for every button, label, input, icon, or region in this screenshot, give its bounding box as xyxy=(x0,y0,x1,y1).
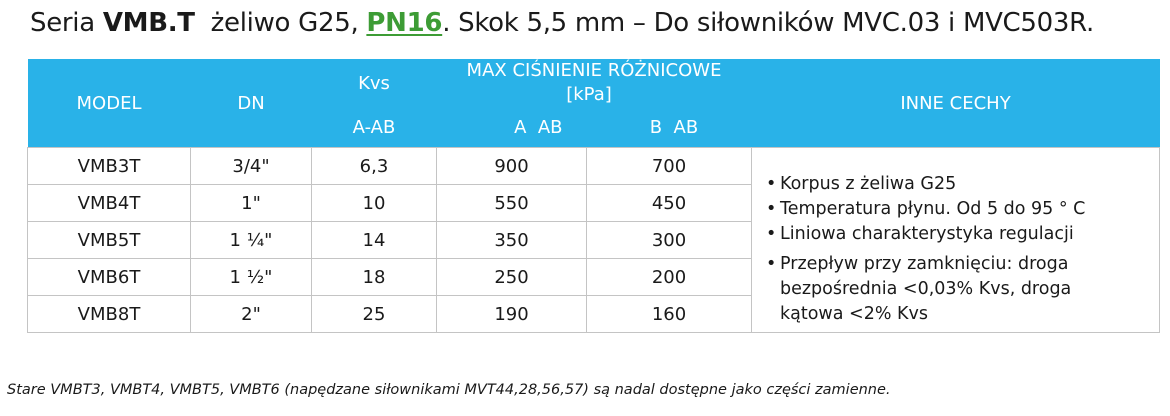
cell-model: VMB6T xyxy=(28,259,191,296)
header-dn: DN xyxy=(191,59,312,148)
feature-text: Korpus z żeliwa G25 xyxy=(780,174,957,194)
bullet-icon: • xyxy=(766,224,777,244)
header-max-pressure xyxy=(437,59,752,107)
cell-b-ab: 700 xyxy=(587,148,752,185)
feature-text: Liniowa charakterystyka regulacji xyxy=(780,224,1074,244)
title-series: VMB.T xyxy=(102,8,195,38)
cell-dn: 1" xyxy=(191,185,312,222)
cell-kvs: 18 xyxy=(312,259,437,296)
title-rest: . Skok 5,5 mm – Do siłowników MVC.03 i MVC503R. xyxy=(442,8,1094,38)
bullet-icon: • xyxy=(766,199,777,219)
cell-model: VMB5T xyxy=(28,222,191,259)
header-kvs: Kvs xyxy=(312,59,437,107)
spec-table-body xyxy=(28,148,1160,333)
title-prefix: Seria xyxy=(30,8,103,38)
features-list xyxy=(766,172,1159,327)
cell-b-ab: 300 xyxy=(587,222,752,259)
cell-model: VMB3T xyxy=(28,148,191,185)
feature-text: Przepływ przy zamknięciu: droga xyxy=(780,254,1069,274)
cell-dn: 2" xyxy=(191,296,312,333)
cell-b-ab: 200 xyxy=(587,259,752,296)
cell-dn: 3/4" xyxy=(191,148,312,185)
title-pn-rating: PN16 xyxy=(366,8,443,38)
header-b-ab: B AB xyxy=(587,107,752,148)
cell-a-ab: 250 xyxy=(437,259,587,296)
page-title xyxy=(30,7,1094,39)
footnote: Stare VMBT3, VMBT4, VMBT5, VMBT6 (napędzane siłownikami MVT44,28,56,57) są nadal dostępne jako części zamienne. xyxy=(7,382,891,398)
cell-kvs: 10 xyxy=(312,185,437,222)
header-model: MODEL xyxy=(28,59,191,148)
cell-dn: 1 ½" xyxy=(191,259,312,296)
spec-table-header xyxy=(28,59,1160,148)
bullet-icon: • xyxy=(766,254,777,274)
bullet-icon: • xyxy=(766,174,777,194)
cell-a-ab: 350 xyxy=(437,222,587,259)
cell-a-ab: 550 xyxy=(437,185,587,222)
feature-text-cont: kątowa <2% Kvs xyxy=(780,304,928,324)
cell-b-ab: 450 xyxy=(587,185,752,222)
features-cell xyxy=(752,148,1160,333)
header-max-pressure-unit: [kPa] xyxy=(566,84,612,105)
title-material: żeliwo G25, xyxy=(194,8,367,38)
cell-model: VMB4T xyxy=(28,185,191,222)
cell-a-ab: 900 xyxy=(437,148,587,185)
feature-text-cont: bezpośrednia <0,03% Kvs, droga xyxy=(780,279,1072,299)
cell-kvs: 14 xyxy=(312,222,437,259)
feature-item xyxy=(766,252,1159,327)
cell-kvs: 25 xyxy=(312,296,437,333)
cell-dn: 1 ¼" xyxy=(191,222,312,259)
cell-kvs: 6,3 xyxy=(312,148,437,185)
header-features: INNE CECHY xyxy=(752,59,1160,148)
table-row xyxy=(28,148,1160,185)
cell-model: VMB8T xyxy=(28,296,191,333)
cell-b-ab: 160 xyxy=(587,296,752,333)
spec-table xyxy=(27,59,1160,333)
feature-item xyxy=(766,172,1159,197)
feature-text: Temperatura płynu. Od 5 do 95 ° C xyxy=(780,199,1086,219)
header-a-ab: A AB xyxy=(437,107,587,148)
cell-a-ab: 190 xyxy=(437,296,587,333)
header-max-pressure-label: MAX CIŚNIENIE RÓŻNICOWE xyxy=(466,60,722,81)
header-kvs-sub: A-AB xyxy=(312,107,437,148)
feature-item xyxy=(766,222,1159,247)
feature-item xyxy=(766,197,1159,222)
